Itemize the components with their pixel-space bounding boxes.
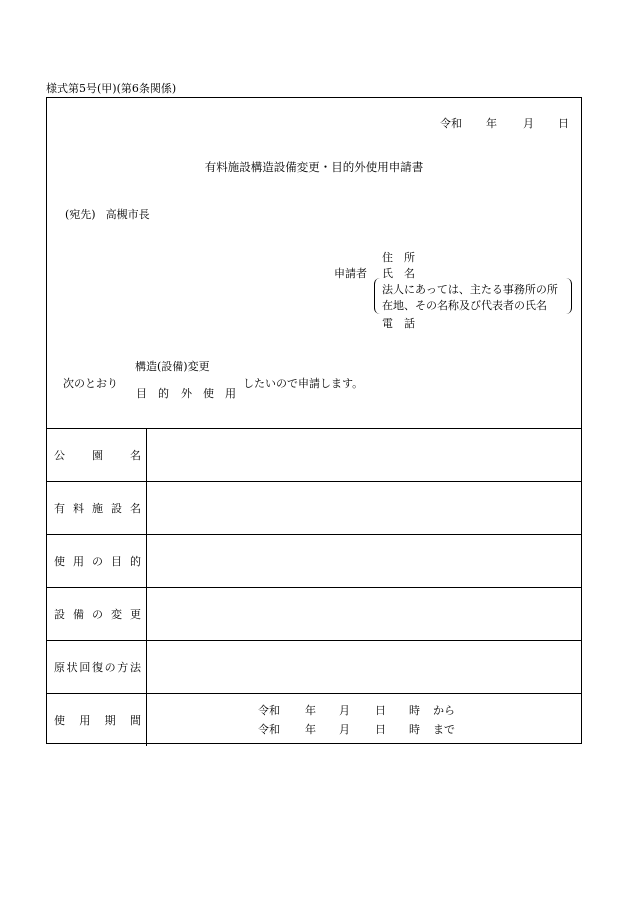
period-from-suffix: から <box>433 704 455 717</box>
label-char: 期 <box>104 714 116 727</box>
label-char: 原 <box>54 661 65 674</box>
facility-name-label <box>47 482 147 535</box>
label-char: の <box>104 661 116 674</box>
address-label-2: 所 <box>404 251 415 264</box>
address-label-1: 住 <box>382 251 393 264</box>
label-char: 名 <box>130 502 141 515</box>
period-from-year: 年 <box>305 704 316 717</box>
table-row <box>47 535 581 588</box>
period-from-era: 令和 <box>258 704 280 717</box>
table-row <box>47 482 581 535</box>
facility-name-field[interactable] <box>147 482 582 535</box>
applicant-label: 申請者 <box>334 267 367 280</box>
park-name-field[interactable] <box>147 429 582 482</box>
label-char: 用 <box>73 555 84 568</box>
name-label-1: 氏 <box>382 267 393 280</box>
table-row <box>47 429 581 482</box>
period-to-era: 令和 <box>258 723 280 736</box>
corporate-note-line-1: 法人にあっては、主たる事務所の所 <box>382 283 558 296</box>
period-to-year: 年 <box>305 723 316 736</box>
name-label-2: 名 <box>404 267 415 280</box>
usage-period-label <box>47 694 147 747</box>
option-other-use-3: 外 <box>181 387 192 400</box>
addressee-name: 高槻市長 <box>105 208 150 221</box>
label-char: 的 <box>130 555 141 568</box>
date-day-label: 日 <box>558 117 569 130</box>
label-char: の <box>92 555 103 568</box>
option-other-use-2: 的 <box>158 387 169 400</box>
period-from-month: 月 <box>339 704 350 717</box>
park-name-label <box>47 429 147 482</box>
date-year-label: 年 <box>486 117 497 130</box>
period-to-day: 日 <box>375 723 386 736</box>
addressee-prefix: (宛先) <box>65 208 96 221</box>
table-row <box>47 588 581 641</box>
restoration-method-field[interactable] <box>147 641 582 694</box>
period-to-suffix: まで <box>433 723 455 736</box>
label-char: 設 <box>111 502 122 515</box>
date-era: 令和 <box>440 117 462 130</box>
usage-period-field[interactable] <box>147 694 582 747</box>
date-month-label: 月 <box>523 117 534 130</box>
purpose-label <box>47 535 147 588</box>
label-char: 施 <box>92 502 103 515</box>
period-to-hour: 時 <box>409 723 420 736</box>
addressee <box>65 206 150 222</box>
label-char: 使 <box>54 555 65 568</box>
label-char: 間 <box>129 714 141 727</box>
corporate-note-line-2: 在地、その名称及び代表者の氏名 <box>382 299 547 312</box>
label-char: 名 <box>130 449 141 462</box>
period-to-month: 月 <box>339 723 350 736</box>
application-form <box>46 97 582 744</box>
purpose-field[interactable] <box>147 535 582 588</box>
label-char: 変 <box>111 608 122 621</box>
option-structure-change: 構造(設備)変更 <box>135 360 210 373</box>
label-char: 備 <box>73 608 84 621</box>
phone-label-1: 電 <box>382 317 393 330</box>
label-char: 用 <box>79 714 91 727</box>
label-char: 更 <box>130 608 141 621</box>
label-char: 使 <box>54 714 65 727</box>
label-char: 公 <box>54 449 65 462</box>
label-char: 園 <box>92 449 103 462</box>
request-suffix: したいので申請します。 <box>243 377 364 390</box>
request-prefix: 次のとおり <box>63 377 118 390</box>
label-char: 復 <box>91 661 103 674</box>
option-other-use-1: 目 <box>136 387 147 400</box>
label-char: 料 <box>73 502 84 515</box>
equipment-change-field[interactable] <box>147 588 582 641</box>
label-char: 目 <box>111 555 122 568</box>
form-title: 有料施設構造設備変更・目的外使用申請書 <box>204 160 424 174</box>
label-char: 法 <box>129 661 141 674</box>
period-from-day: 日 <box>375 704 386 717</box>
label-char: 状 <box>66 661 78 674</box>
form-header-section <box>47 98 581 428</box>
form-number: 様式第5号(甲)(第6条関係) <box>46 82 177 95</box>
label-char: の <box>92 608 103 621</box>
option-other-use-5: 用 <box>225 387 236 400</box>
equipment-change-label <box>47 588 147 641</box>
label-char: 有 <box>54 502 65 515</box>
option-other-use-4: 使 <box>203 387 214 400</box>
table-row <box>47 641 581 694</box>
details-table <box>47 428 581 746</box>
phone-label-2: 話 <box>404 317 415 330</box>
restoration-method-label <box>47 641 147 694</box>
table-row <box>47 694 581 747</box>
period-from-hour: 時 <box>409 704 420 717</box>
label-char: 回 <box>79 661 91 674</box>
label-char: 方 <box>117 661 129 674</box>
label-char: 設 <box>54 608 65 621</box>
